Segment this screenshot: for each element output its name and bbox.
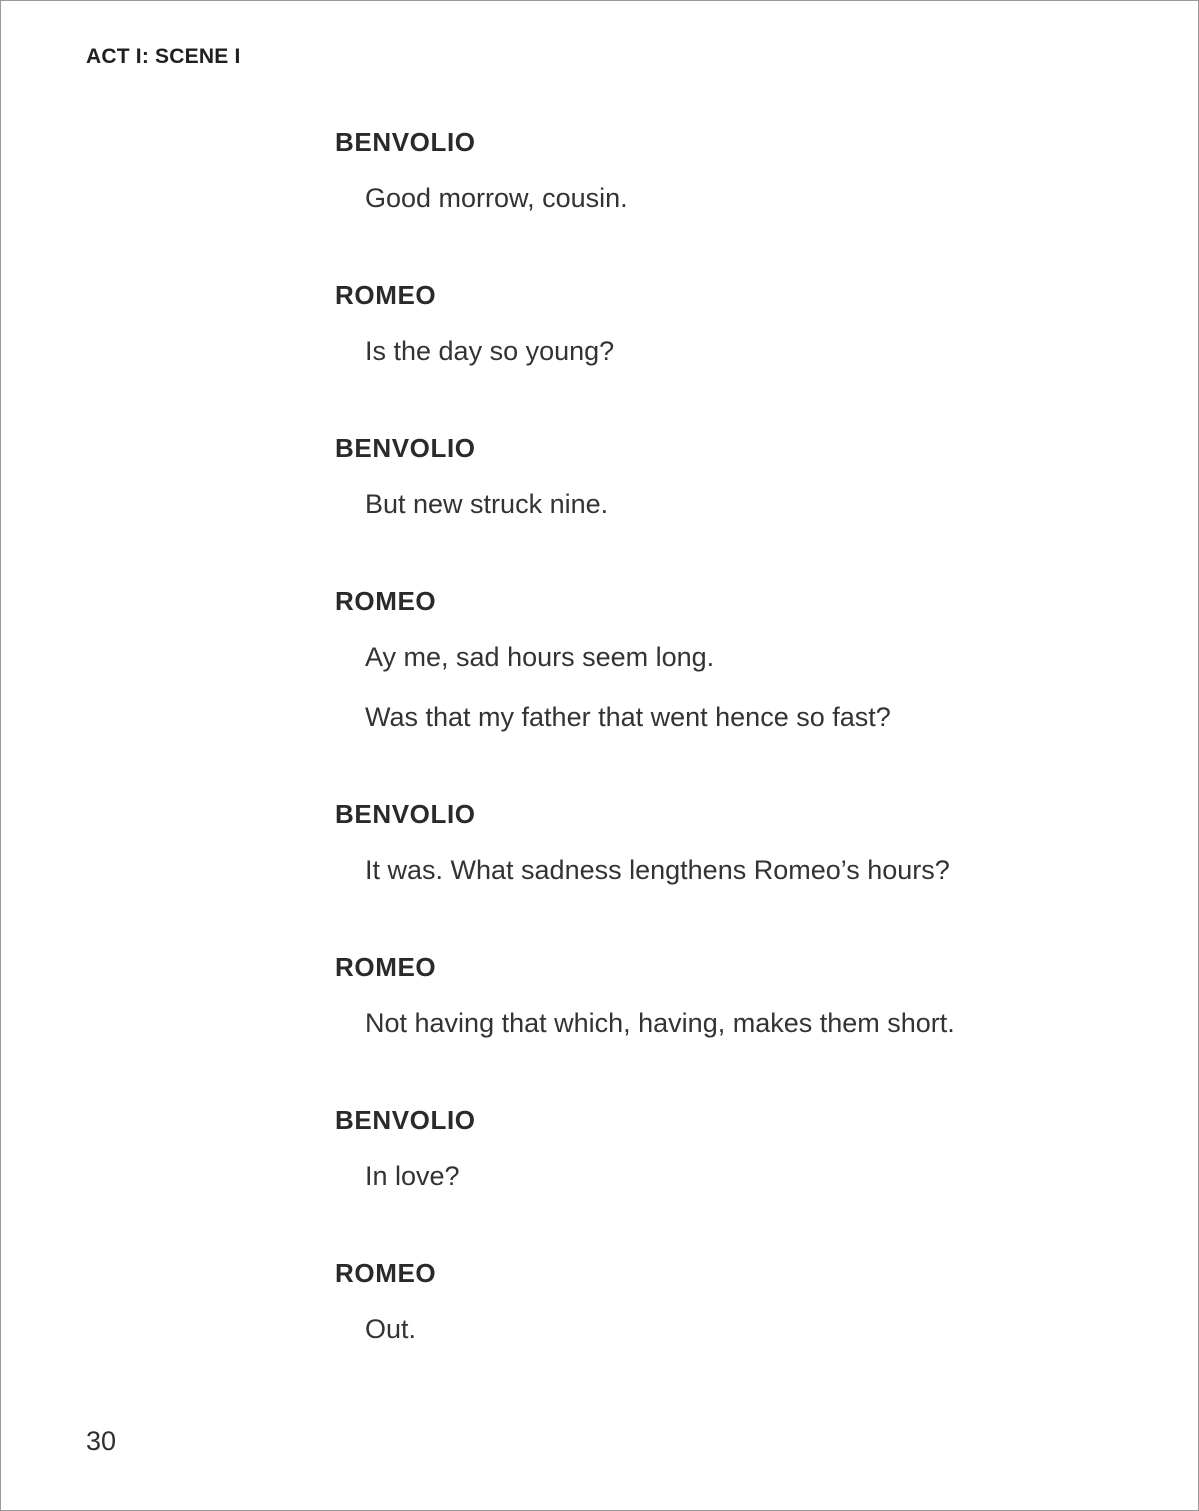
speaker-name: ROMEO bbox=[335, 586, 437, 616]
speech-block bbox=[335, 1105, 476, 1191]
speech-block bbox=[335, 799, 950, 885]
speaker-name: ROMEO bbox=[335, 280, 437, 310]
speech-line: Out. bbox=[365, 1314, 417, 1344]
speech-block bbox=[335, 952, 955, 1038]
speech-line: Good morrow, cousin. bbox=[365, 183, 628, 213]
speaker-name: BENVOLIO bbox=[335, 433, 476, 463]
speech-line: Ay me, sad hours seem long. bbox=[365, 642, 715, 672]
speech-block bbox=[335, 433, 608, 519]
speech-block bbox=[335, 1258, 436, 1344]
speech-line: Is the day so young? bbox=[365, 336, 615, 366]
speech-block bbox=[335, 586, 891, 732]
page-number: 30 bbox=[86, 1426, 117, 1456]
speech-lines bbox=[335, 1161, 476, 1191]
speaker-name: BENVOLIO bbox=[335, 799, 476, 829]
speech-lines bbox=[335, 642, 891, 732]
speaker-name: ROMEO bbox=[335, 952, 437, 982]
speech-line: Not having that which, having, makes them short. bbox=[365, 1008, 955, 1038]
speech-block bbox=[335, 280, 614, 366]
speech-lines bbox=[335, 1008, 955, 1038]
running-head: ACT I: SCENE I bbox=[86, 45, 241, 68]
speech-lines bbox=[335, 1314, 436, 1344]
speech-lines bbox=[335, 855, 950, 885]
speech-lines bbox=[335, 183, 628, 213]
speech-lines bbox=[335, 489, 608, 519]
speaker-name: BENVOLIO bbox=[335, 127, 476, 157]
speaker-name: BENVOLIO bbox=[335, 1105, 476, 1135]
speech-line: In love? bbox=[365, 1161, 460, 1191]
speech-block bbox=[335, 127, 628, 213]
speech-lines bbox=[335, 336, 614, 366]
speech-line: But new struck nine. bbox=[365, 489, 609, 519]
speech-line: It was. What sadness lengthens Romeo’s hours? bbox=[365, 855, 950, 885]
speaker-name: ROMEO bbox=[335, 1258, 437, 1288]
speech-line: Was that my father that went hence so fast? bbox=[365, 702, 891, 732]
